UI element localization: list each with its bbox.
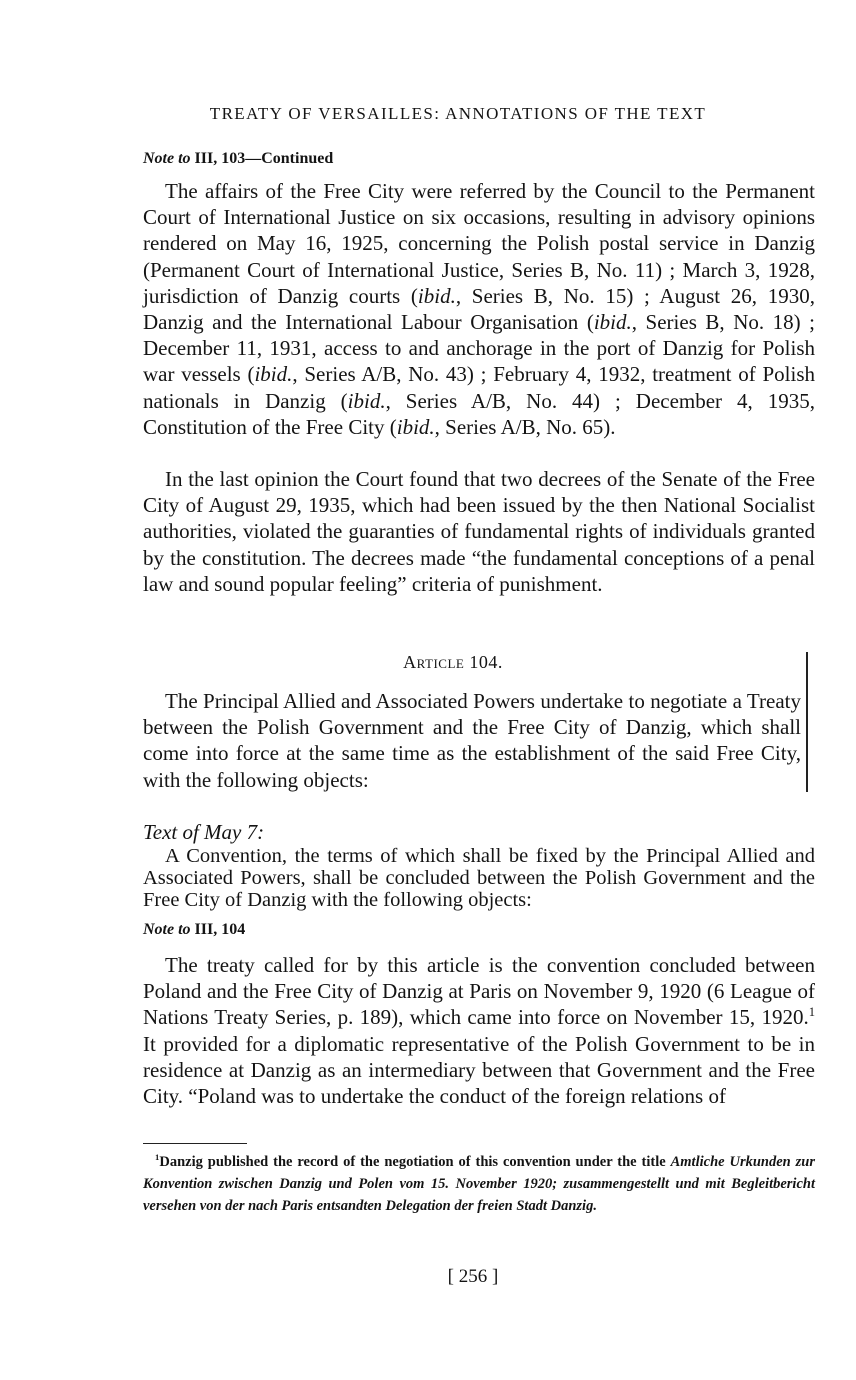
paragraph-last-opinion: In the last opinion the Court found that two decrees of the Senate of the Free City of August 29, 1935, which had been issued by the then National Socialist authorities, violated the guaranties of fundamental rights of individuals granted by the constitution. The decrees made “the fundamental conceptions of a penal law and sound popular feeling” criteria of punishment. xyxy=(143,467,815,596)
paragraph-treaty-convention: The treaty called for by this article is the convention concluded between Poland and the Free City of Danzig at Paris on November 9, 1920 (6 League of Nations Treaty Series, p. 189), which came into force on November 15, 1920.$^1$ It provided for a diplomatic representative of the Polish Government to be in residence at Danzig as an intermediary between that Government and the Free City. “Poland was to undertake the conduct of the foreign relations of xyxy=(143,953,815,1109)
note-label: Note to xyxy=(143,150,191,167)
footnote-marker: 1 xyxy=(808,1005,815,1020)
paragraph-advisory-opinions: The affairs of the Free City were referred by the Council to the Permanent Court of International Justice on six occasions, resulting in advisory opinions rendered on May 16, 1925, concerning the Polish postal service in Danzig (Permanent Court of International Justice, Series B, No. 11) ; March 3, 1928, jurisdiction of Danzig courts (ibid., Series B, No. 15) ; August 26, 1930, Danzig and the International Labour Organisation (ibid., Series B, No. 18) ; December 11, 1931, access to and anchorage in the port of Danzig for Polish war vessels (ibid., Series A/B, No. 43) ; February 4, 1932, treatment of Polish nationals in Danzig (ibid., Series A/B, No. 44) ; December 4, 1935, Constitution of the Free City (ibid., Series A/B, No. 65). xyxy=(143,179,816,439)
note-label: Note to xyxy=(143,921,191,938)
margin-rule xyxy=(806,652,808,792)
running-head: TREATY OF VERSAILLES: ANNOTATIONS OF THE TEXT xyxy=(209,104,707,123)
note-reference: III, 104 xyxy=(194,921,246,938)
footnote-rule xyxy=(143,1143,247,1144)
article-title xyxy=(0,652,856,673)
footnote: $^1$Danzig published the record of the negotiation of this convention under the title Amtliche Urkunden zur Konvention zwischen Danzig und Polen vom 15. November 1920; zusammengestellt und mit Begleitbericht versehen von der nach Paris entsandten Delegation der freien Stadt Danzig. xyxy=(143,1152,815,1214)
note-heading xyxy=(143,150,333,168)
footnote-number: 1 xyxy=(155,1152,160,1163)
text-of-may-body: A Convention, the terms of which shall be fixed by the Principal Allied and Associated Powers, shall be concluded between the Polish Government and the Free City of Danzig with the following objects: xyxy=(143,845,815,911)
note-heading-104 xyxy=(143,921,245,939)
footnote-title: Amtliche Urkunden zur Konvention zwischen Danzig und Polen vom 15. November 1920; zusammengestellt und mit Begleitbericht versehen von der nach Paris entsandten Delegation der freien Stadt Danzig. xyxy=(143,1154,815,1214)
article-number: 104. xyxy=(469,652,503,672)
note-reference: III, 103—Continued xyxy=(194,150,334,167)
text-of-may-label: Text of May 7: xyxy=(143,820,265,844)
article-word: Article xyxy=(403,652,465,672)
page-number: [ 256 ] xyxy=(447,1266,499,1287)
article-text: The Principal Allied and Associated Powers undertake to negotiate a Treaty between the Polish Government and the Free City of Danzig, which shall come into force at the same time as the establishment of the said Free City, with the following objects: xyxy=(143,689,801,792)
